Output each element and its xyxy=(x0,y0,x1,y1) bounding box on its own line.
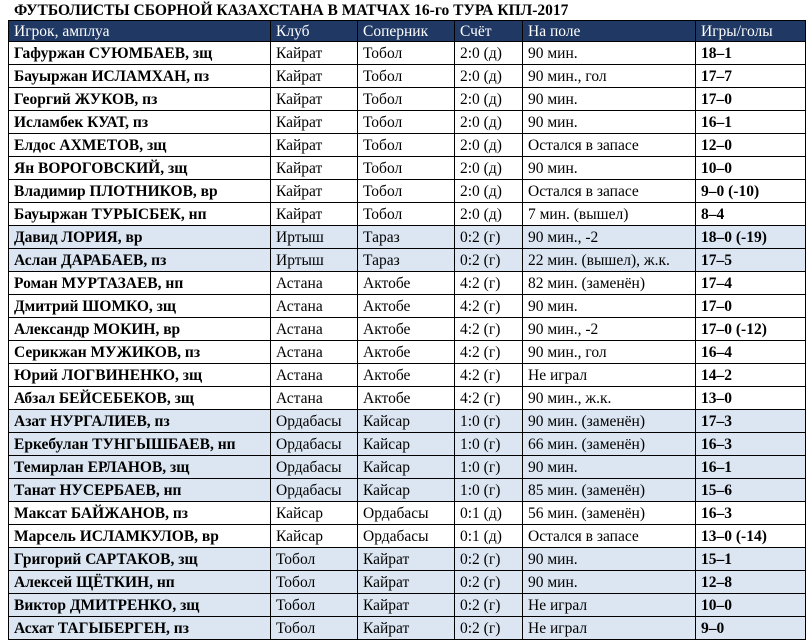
cell-club: Тобол xyxy=(271,548,358,571)
cell-score: 1:0 (г) xyxy=(455,479,523,502)
cell-club: Астана xyxy=(271,272,358,295)
cell-score: 1:0 (г) xyxy=(455,410,523,433)
cell-score: 0:2 (г) xyxy=(455,617,523,640)
cell-field-time: 90 мин. xyxy=(523,111,696,134)
cell-games-goals: 15–1 xyxy=(696,548,806,571)
cell-score: 2:0 (д) xyxy=(455,88,523,111)
cell-field-time: 7 мин. (вышел) xyxy=(523,203,696,226)
header-player: Игрок, амплуа xyxy=(9,21,271,42)
cell-player: Исламбек КУАТ, пз xyxy=(9,111,271,134)
cell-player: Георгий ЖУКОВ, пз xyxy=(9,88,271,111)
table-row xyxy=(9,456,806,479)
cell-player: Марсель ИСЛАМКУЛОВ, вр xyxy=(9,525,271,548)
cell-games-goals: 9–0 (-10) xyxy=(696,180,806,203)
cell-games-goals: 17–0 xyxy=(696,88,806,111)
cell-player: Асхат ТАГЫБЕРГЕН, пз xyxy=(9,617,271,640)
cell-score: 2:0 (д) xyxy=(455,65,523,88)
cell-field-time: Остался в запасе xyxy=(523,180,696,203)
table-row xyxy=(9,341,806,364)
cell-field-time: 90 мин., -2 xyxy=(523,226,696,249)
table-row xyxy=(9,134,806,157)
cell-score: 1:0 (г) xyxy=(455,456,523,479)
cell-opponent: Кайсар xyxy=(358,410,455,433)
header-stats: Игры/голы xyxy=(696,21,806,42)
cell-games-goals: 18–1 xyxy=(696,42,806,65)
cell-opponent: Тараз xyxy=(358,226,455,249)
players-table xyxy=(8,20,806,640)
cell-player: Азат НУРГАЛИЕВ, пз xyxy=(9,410,271,433)
cell-score: 4:2 (г) xyxy=(455,295,523,318)
cell-player: Еркебулан ТУНГЫШБАЕВ, нп xyxy=(9,433,271,456)
cell-games-goals: 15–6 xyxy=(696,479,806,502)
cell-score: 0:2 (г) xyxy=(455,249,523,272)
cell-player: Абзал БЕЙСЕБЕКОВ, зщ xyxy=(9,387,271,410)
cell-field-time: Не играл xyxy=(523,594,696,617)
cell-games-goals: 12–8 xyxy=(696,571,806,594)
table-row xyxy=(9,594,806,617)
table-row xyxy=(9,88,806,111)
cell-games-goals: 16–4 xyxy=(696,341,806,364)
cell-player: Дмитрий ШОМКО, зщ xyxy=(9,295,271,318)
table-row xyxy=(9,433,806,456)
cell-score: 0:2 (г) xyxy=(455,594,523,617)
cell-club: Ордабасы xyxy=(271,433,358,456)
cell-player: Владимир ПЛОТНИКОВ, вр xyxy=(9,180,271,203)
cell-club: Иртыш xyxy=(271,249,358,272)
cell-games-goals: 13–0 xyxy=(696,387,806,410)
cell-games-goals: 16–3 xyxy=(696,433,806,456)
cell-player: Бауыржан ИСЛАМХАН, пз xyxy=(9,65,271,88)
header-score: Счёт xyxy=(455,21,523,42)
table-row xyxy=(9,548,806,571)
cell-field-time: Остался в запасе xyxy=(523,134,696,157)
cell-score: 2:0 (д) xyxy=(455,134,523,157)
cell-player: Роман МУРТАЗАЕВ, нп xyxy=(9,272,271,295)
cell-field-time: 82 мин. (заменён) xyxy=(523,272,696,295)
cell-field-time: 90 мин., гол xyxy=(523,341,696,364)
table-row xyxy=(9,525,806,548)
cell-opponent: Актобе xyxy=(358,318,455,341)
cell-score: 2:0 (д) xyxy=(455,180,523,203)
cell-club: Кайрат xyxy=(271,134,358,157)
cell-club: Ордабасы xyxy=(271,479,358,502)
cell-games-goals: 14–2 xyxy=(696,364,806,387)
cell-opponent: Ордабасы xyxy=(358,525,455,548)
cell-score: 1:0 (г) xyxy=(455,433,523,456)
cell-score: 4:2 (г) xyxy=(455,341,523,364)
cell-opponent: Кайрат xyxy=(358,594,455,617)
cell-field-time: 90 мин. xyxy=(523,88,696,111)
cell-games-goals: 8–4 xyxy=(696,203,806,226)
cell-score: 2:0 (д) xyxy=(455,157,523,180)
cell-score: 0:2 (г) xyxy=(455,226,523,249)
cell-club: Ордабасы xyxy=(271,456,358,479)
cell-games-goals: 17–0 (-12) xyxy=(696,318,806,341)
table-row xyxy=(9,410,806,433)
cell-opponent: Тобол xyxy=(358,111,455,134)
table-row xyxy=(9,479,806,502)
cell-club: Кайсар xyxy=(271,502,358,525)
table-row xyxy=(9,203,806,226)
cell-field-time: 90 мин. xyxy=(523,456,696,479)
cell-player: Темирлан ЕРЛАНОВ, зщ xyxy=(9,456,271,479)
cell-score: 2:0 (д) xyxy=(455,203,523,226)
table-row xyxy=(9,571,806,594)
table-row xyxy=(9,249,806,272)
cell-opponent: Кайсар xyxy=(358,433,455,456)
cell-player: Бауыржан ТУРЫСБЕК, нп xyxy=(9,203,271,226)
cell-field-time: 90 мин. xyxy=(523,295,696,318)
cell-games-goals: 13–0 (-14) xyxy=(696,525,806,548)
cell-games-goals: 18–0 (-19) xyxy=(696,226,806,249)
cell-field-time: 56 мин. (заменён) xyxy=(523,502,696,525)
cell-club: Тобол xyxy=(271,594,358,617)
cell-games-goals: 17–3 xyxy=(696,410,806,433)
cell-games-goals: 17–7 xyxy=(696,65,806,88)
cell-club: Ордабасы xyxy=(271,410,358,433)
cell-player: Аслан ДАРАБАЕВ, пз xyxy=(9,249,271,272)
table-row xyxy=(9,272,806,295)
table-row xyxy=(9,364,806,387)
table-row xyxy=(9,226,806,249)
cell-field-time: 90 мин. (заменён) xyxy=(523,410,696,433)
cell-field-time: 90 мин. xyxy=(523,42,696,65)
cell-club: Кайрат xyxy=(271,111,358,134)
table-row xyxy=(9,157,806,180)
cell-score: 4:2 (г) xyxy=(455,387,523,410)
cell-opponent: Актобе xyxy=(358,364,455,387)
cell-opponent: Тобол xyxy=(358,180,455,203)
cell-opponent: Кайрат xyxy=(358,548,455,571)
cell-club: Кайрат xyxy=(271,203,358,226)
cell-field-time: Не играл xyxy=(523,617,696,640)
cell-player: Давид ЛОРИЯ, вр xyxy=(9,226,271,249)
cell-score: 0:2 (г) xyxy=(455,571,523,594)
cell-games-goals: 12–0 xyxy=(696,134,806,157)
cell-games-goals: 17–5 xyxy=(696,249,806,272)
cell-field-time: Остался в запасе xyxy=(523,525,696,548)
cell-field-time: 90 мин., ж.к. xyxy=(523,387,696,410)
cell-opponent: Тобол xyxy=(358,65,455,88)
cell-opponent: Ордабасы xyxy=(358,502,455,525)
header-opponent: Соперник xyxy=(358,21,455,42)
table-row xyxy=(9,65,806,88)
table-header-row xyxy=(9,21,806,42)
cell-field-time: 90 мин. xyxy=(523,571,696,594)
cell-opponent: Тобол xyxy=(358,134,455,157)
cell-score: 2:0 (д) xyxy=(455,111,523,134)
cell-games-goals: 10–0 xyxy=(696,157,806,180)
cell-player: Виктор ДМИТРЕНКО, зщ xyxy=(9,594,271,617)
cell-opponent: Актобе xyxy=(358,272,455,295)
table-row xyxy=(9,111,806,134)
cell-games-goals: 9–0 xyxy=(696,617,806,640)
table-row xyxy=(9,617,806,640)
table-row xyxy=(9,502,806,525)
table-row xyxy=(9,387,806,410)
page-title: ФУТБОЛИСТЫ СБОРНОЙ КАЗАХСТАНА В МАТЧАХ 16-го ТУРА КПЛ-2017 xyxy=(14,2,569,19)
cell-opponent: Актобе xyxy=(358,387,455,410)
cell-club: Кайрат xyxy=(271,157,358,180)
cell-player: Максат БАЙЖАНОВ, пз xyxy=(9,502,271,525)
cell-games-goals: 10–0 xyxy=(696,594,806,617)
cell-opponent: Актобе xyxy=(358,341,455,364)
cell-player: Алексей ЩЁТКИН, нп xyxy=(9,571,271,594)
cell-player: Елдос АХМЕТОВ, зщ xyxy=(9,134,271,157)
cell-opponent: Кайрат xyxy=(358,617,455,640)
cell-club: Кайрат xyxy=(271,88,358,111)
table-row xyxy=(9,318,806,341)
cell-opponent: Актобе xyxy=(358,295,455,318)
cell-field-time: 90 мин. xyxy=(523,157,696,180)
cell-games-goals: 16–1 xyxy=(696,111,806,134)
cell-player: Гафуржан СУЮМБАЕВ, зщ xyxy=(9,42,271,65)
cell-games-goals: 17–4 xyxy=(696,272,806,295)
cell-opponent: Тобол xyxy=(358,42,455,65)
cell-club: Кайрат xyxy=(271,42,358,65)
cell-club: Астана xyxy=(271,387,358,410)
cell-club: Иртыш xyxy=(271,226,358,249)
cell-score: 0:2 (г) xyxy=(455,548,523,571)
cell-field-time: 90 мин. xyxy=(523,548,696,571)
cell-score: 4:2 (г) xyxy=(455,272,523,295)
cell-games-goals: 16–3 xyxy=(696,502,806,525)
cell-player: Серикжан МУЖИКОВ, пз xyxy=(9,341,271,364)
table-row xyxy=(9,180,806,203)
cell-score: 0:1 (д) xyxy=(455,525,523,548)
cell-player: Григорий САРТАКОВ, зщ xyxy=(9,548,271,571)
cell-score: 4:2 (г) xyxy=(455,364,523,387)
cell-opponent: Тобол xyxy=(358,203,455,226)
cell-field-time: 22 мин. (вышел), ж.к. xyxy=(523,249,696,272)
cell-opponent: Кайрат xyxy=(358,571,455,594)
cell-opponent: Тобол xyxy=(358,157,455,180)
cell-score: 2:0 (д) xyxy=(455,42,523,65)
table-body xyxy=(9,42,806,640)
cell-games-goals: 17–0 xyxy=(696,295,806,318)
cell-player: Юрий ЛОГВИНЕНКО, зщ xyxy=(9,364,271,387)
cell-field-time: 85 мин. (заменён) xyxy=(523,479,696,502)
cell-field-time: 90 мин., гол xyxy=(523,65,696,88)
cell-field-time: Не играл xyxy=(523,364,696,387)
header-field: На поле xyxy=(523,21,696,42)
cell-score: 4:2 (г) xyxy=(455,318,523,341)
cell-opponent: Кайсар xyxy=(358,456,455,479)
cell-opponent: Кайсар xyxy=(358,479,455,502)
cell-club: Кайрат xyxy=(271,65,358,88)
cell-field-time: 90 мин., -2 xyxy=(523,318,696,341)
cell-player: Танат НУСЕРБАЕВ, нп xyxy=(9,479,271,502)
cell-club: Астана xyxy=(271,341,358,364)
cell-field-time: 66 мин. (заменён) xyxy=(523,433,696,456)
cell-club: Астана xyxy=(271,318,358,341)
table-row xyxy=(9,42,806,65)
cell-player: Ян ВОРОГОВСКИЙ, зщ xyxy=(9,157,271,180)
table-row xyxy=(9,295,806,318)
header-club: Клуб xyxy=(271,21,358,42)
cell-opponent: Тараз xyxy=(358,249,455,272)
cell-club: Кайрат xyxy=(271,180,358,203)
cell-club: Тобол xyxy=(271,617,358,640)
cell-score: 0:1 (д) xyxy=(455,502,523,525)
cell-games-goals: 16–1 xyxy=(696,456,806,479)
cell-player: Александр МОКИН, вр xyxy=(9,318,271,341)
cell-opponent: Тобол xyxy=(358,88,455,111)
cell-club: Кайсар xyxy=(271,525,358,548)
cell-club: Астана xyxy=(271,364,358,387)
cell-club: Астана xyxy=(271,295,358,318)
cell-club: Тобол xyxy=(271,571,358,594)
